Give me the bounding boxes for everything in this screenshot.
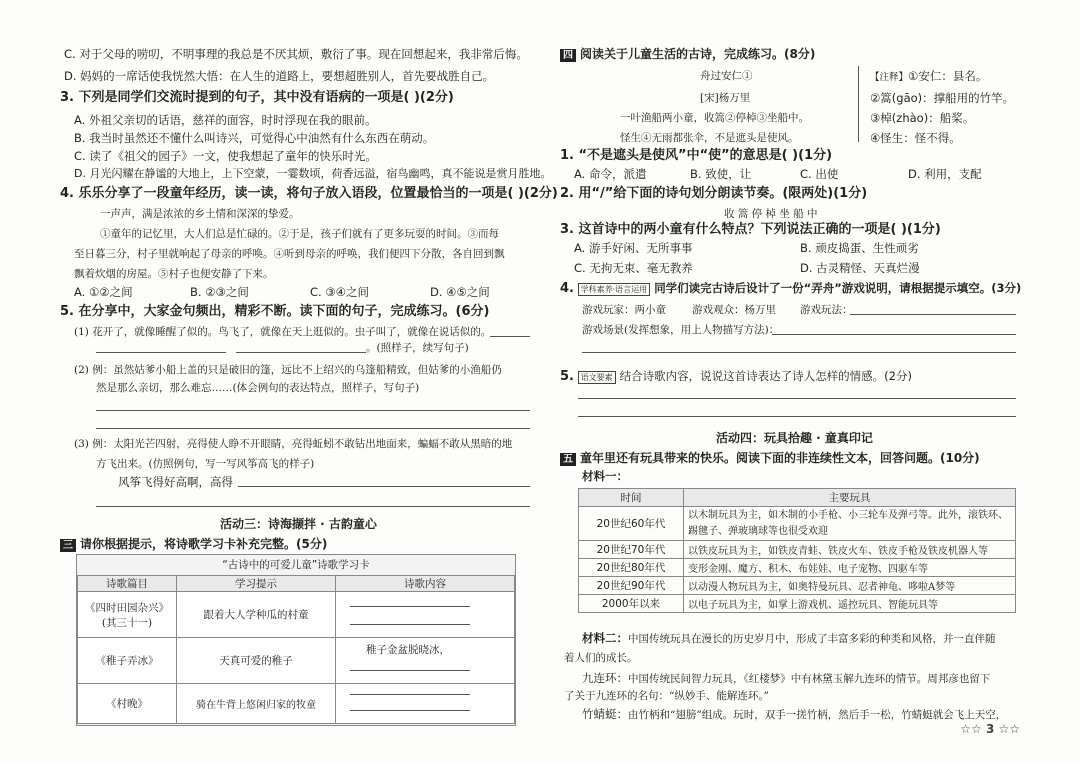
- card-content-cell[interactable]: [336, 684, 515, 724]
- q4-para-3: 飘着炊烟的房屋。⑤村子也便安静了下来。: [74, 268, 274, 280]
- r-q4-number: 4.: [560, 281, 574, 296]
- q5-stem: 5. 在分享中，大家金句频出，精彩不断。读下面的句子，完成练习。(6分): [60, 304, 490, 319]
- answer-line[interactable]: [490, 336, 530, 337]
- option-d-line: D. 妈妈的一席话使我恍然大悟：在人生的道路上，要想超胜别人，首先要战胜自己。: [64, 69, 495, 83]
- answer-line[interactable]: [578, 398, 1016, 399]
- answer-line[interactable]: [350, 710, 470, 711]
- card-title-cell: 《四时田园杂兴》(其三十一): [78, 592, 177, 638]
- table-row: [579, 541, 1016, 559]
- toy-time: 20世纪70年代: [579, 541, 684, 559]
- r-q5-text: 结合诗歌内容，说说这首诗表达了诗人怎样的情感。(2分): [619, 369, 912, 383]
- r-q4-row1c: 游戏玩法：: [800, 304, 853, 316]
- r-q1-option-c: C. 出使: [800, 167, 839, 181]
- q4-option-b: B. ②③之间: [190, 285, 249, 299]
- q3-option-d: D. 月光闪耀在静谧的大地上，上下空蒙，一霎数顷，荷香远溢，宿鸟幽鸣，真不能说是赏月胜地。: [74, 167, 552, 180]
- sec5-heading: [560, 450, 980, 466]
- answer-line[interactable]: [96, 506, 530, 507]
- answer-line[interactable]: [350, 670, 470, 671]
- r-q3-option-c: C. 无拘无束、毫无教养: [574, 261, 693, 275]
- q3-option-b: B. 我当时虽然还不懂什么叫诗兴，可觉得心中油然有什么东西在萌动。: [74, 131, 435, 145]
- r-q2-stem: 2. 用“/”给下面的诗句划分朗读节奏。(限两处)(1分): [560, 186, 868, 201]
- r-q4-row1b: 游戏观众：杨万里: [692, 304, 776, 316]
- jiulian-text2: 了关于九连环的名句：“纵妙手、能解连环。”: [564, 690, 769, 702]
- q4-option-d: D. ④⑤之间: [430, 285, 490, 299]
- answer-line[interactable]: [350, 606, 470, 607]
- note-item: ①安仁：县名。: [908, 69, 988, 83]
- q4-option-a: A. ①②之间: [74, 285, 133, 299]
- right-column: [560, 0, 1030, 762]
- zhuqing-label: 竹蜻蜓：: [582, 707, 628, 721]
- material2-label: 材料二：: [582, 631, 628, 645]
- sec4-heading: [560, 46, 815, 62]
- jiulian-text1: 中国传统民间智力玩具，《红楼梦》中有林黛玉解九连环的情节。周邦彦也留下: [628, 673, 991, 685]
- toy-time: 20世纪80年代: [579, 559, 684, 577]
- card-title-cell: 《村晚》: [78, 684, 177, 724]
- zhuqing: [582, 706, 1006, 723]
- card-title-cell: 《稚子弄冰》: [78, 638, 177, 684]
- card-caption: “古诗中的可爱儿童”诗歌学习卡: [222, 559, 370, 571]
- r-q3-stem: 3. 这首诗中的两小童有什么特点？下列说法正确的一项是( )(1分): [560, 222, 941, 237]
- table-row: [579, 595, 1016, 613]
- sec5-stem: 童年里还有玩具带来的快乐。阅读下面的非连续性文本，回答问题。(10分): [580, 451, 980, 465]
- toy-desc: 以木制玩具为主，如木制的小手枪、小三轮车及弹弓等。此外，滚铁环、踢毽子、弹玻璃球等也很受欢迎: [684, 507, 1016, 541]
- r-q4-stem: [560, 280, 1021, 297]
- material2-text1: 中国传统玩具在漫长的历史岁月中，形成了丰富多彩的种类和风格，并一直伴随: [628, 633, 996, 645]
- r-q4-tag: 学科素养·语言运用: [578, 283, 651, 296]
- card-header: 诗歌篇目: [78, 576, 177, 592]
- answer-line[interactable]: [238, 486, 530, 487]
- q4-para-1: ①童年的记忆里，大人们总是忙碌的。②于是，孩子们就有了更多玩耍的时间。③而每: [100, 228, 499, 240]
- left-column: [60, 0, 558, 762]
- q5-s1: (1) 花开了，就像睡醒了似的。鸟飞了，就像在天上逛似的。虫子叫了，就像在说话似的。: [74, 326, 492, 338]
- card-hint-cell: 骑在牛背上悠闲归家的牧童: [177, 684, 336, 724]
- card-header: 诗歌内容: [336, 576, 515, 592]
- material1-label: 材料一：: [582, 469, 628, 483]
- jiulian-label: 九连环：: [582, 671, 628, 685]
- toy-time: 20世纪60年代: [579, 507, 684, 541]
- card-content-text: 稚子金盆脱晓冰，: [366, 644, 450, 656]
- q3-option-c: C. 读了《祖父的园子》一文，使我想起了童年的快乐时光。: [74, 149, 377, 163]
- answer-line[interactable]: [850, 314, 1016, 315]
- poem-line-1: 一叶渔船两小童，收篙②停棹③坐船中。: [620, 112, 809, 124]
- note-item: ②篙(gāo)：撑船用的竹竿。: [870, 91, 1015, 105]
- r-q5-number: 5.: [560, 369, 574, 384]
- note-item: ④怪生：怪不得。: [870, 131, 961, 145]
- toy-time: 20世纪90年代: [579, 577, 684, 595]
- r-q3-option-d: D. 古灵精怪、天真烂漫: [800, 261, 920, 275]
- q4-stem: 4. 乐乐分享了一段童年经历，读一读，将句子放入语段，位置最恰当的一项是( )(2分): [60, 186, 558, 201]
- sec5-badge: 五: [560, 453, 576, 466]
- page-number: ☆☆ 3 ☆☆: [960, 722, 1020, 736]
- poem-line-2: 怪生④无雨都张伞，不是遮头是使风。: [620, 132, 799, 144]
- table-row: [78, 638, 515, 684]
- material2: [582, 630, 996, 647]
- card-content-cell[interactable]: [336, 638, 515, 684]
- option-c-line: C. 对于父母的唠叨，不明事理的我总是不厌其烦，敷衍了事。现在回想起来，我非常后悔。: [64, 47, 528, 61]
- toy-desc: 以动漫人物玩具为主，如奥特曼玩具、忍者神龟、哆啦A梦等: [684, 577, 1016, 595]
- q5-s2b: 然是那么亲切，那么难忘……(体会例句的表达特点，照样子，写句子): [96, 382, 420, 394]
- q5-s2: (2) 例：虽然姑爹小船上盖的只是破旧的篷，远比不上绍兴的乌篷船精致，但姑爹的小渔船仍: [74, 364, 502, 376]
- toy-desc: 变形金刚、魔方、积木、布娃娃、电子宠物、四驱车等: [684, 559, 1016, 577]
- answer-line[interactable]: [96, 428, 530, 429]
- table-row: [78, 684, 515, 724]
- toy-desc: 以电子玩具为主，如掌上游戏机、遥控玩具、智能玩具等: [684, 595, 1016, 613]
- sec3-badge: 三: [60, 539, 76, 552]
- toy-header: 时间: [579, 489, 684, 507]
- r-q4-row1a: 游戏玩家：两小童: [582, 304, 666, 316]
- card-table: [77, 575, 515, 724]
- notes: [870, 68, 987, 86]
- q5-s3c: 风筝飞得好高啊，高得: [118, 475, 233, 489]
- zhuqing-text: 由竹柄和“翅膀”组成。玩时，双手一搓竹柄，然后手一松，竹蜻蜓就会飞上天空，: [628, 709, 1007, 721]
- notes-divider: [858, 66, 861, 142]
- card-header: 学习提示: [177, 576, 336, 592]
- q5-s3: (3) 例：太阳光芒四射，亮得使人睁不开眼睛，亮得蚯蚓不敢钻出地面来，蝙蝠不敢从黑暗的地: [74, 438, 513, 450]
- answer-line[interactable]: [96, 410, 530, 411]
- r-q1-option-b: B. 致使，让: [690, 167, 752, 181]
- r-q3-option-b: B. 顽皮捣蛋、生性顽劣: [800, 241, 919, 255]
- table-row: [78, 592, 515, 638]
- answer-line[interactable]: [350, 624, 470, 625]
- r-q1-option-a: A. 命令，派遣: [574, 167, 647, 181]
- answer-line[interactable]: [578, 416, 1016, 417]
- answer-line[interactable]: [96, 352, 226, 353]
- q4-sentence: 一声声，满是浓浓的乡土情和深深的挚爱。: [100, 208, 300, 220]
- sec4-badge: 四: [560, 49, 576, 62]
- r-q5-tag: 语文要素: [578, 371, 616, 384]
- q3-option-a: A. 外祖父亲切的话语，慈祥的面容，时时浮现在我的眼前。: [74, 113, 377, 127]
- q4-para-2: 至日暮三分，村子里就响起了母亲的呼唤。④听到母亲的呼唤，我们便四下分散，各自回到飘: [74, 248, 505, 260]
- jiulian: [582, 670, 990, 687]
- r-q3-option-a: A. 游手好闲、无所事事: [574, 241, 693, 255]
- answer-line[interactable]: [772, 334, 1016, 335]
- toy-table: [578, 488, 1016, 613]
- toy-header: 主要玩具: [684, 489, 1016, 507]
- answer-line[interactable]: [236, 352, 366, 353]
- activity3-title: 活动三：诗海撷拌 · 古韵童心: [220, 517, 377, 531]
- table-row: [579, 577, 1016, 595]
- card-hint-cell: 天真可爱的稚子: [177, 638, 336, 684]
- r-q1-option-d: D. 利用，支配: [908, 167, 982, 181]
- q5-s1-hint: 。(照样子，续写句子): [366, 342, 469, 354]
- sec3-stem: 请你根据提示，将诗歌学习卡补充完整。(5分): [80, 537, 328, 551]
- r-q4-text: 同学们读完古诗后设计了一份“弄舟”游戏说明，请根据提示填空。(3分): [654, 281, 1022, 295]
- poem-title: 舟过安仁①: [700, 70, 753, 82]
- card-content-cell[interactable]: [336, 592, 515, 638]
- notes-label: 【注释】: [870, 72, 909, 83]
- sec3-heading: [60, 536, 327, 552]
- toy-desc: 以铁皮玩具为主，如铁皮青蛙、铁皮火车、铁皮手枪及铁皮机器人等: [684, 541, 1016, 559]
- r-q4-row2: 游戏场景(发挥想象，用上人物描写方法)：: [582, 324, 780, 336]
- table-row: [579, 559, 1016, 577]
- study-card: [76, 554, 516, 726]
- poem-author: [宋]杨万里: [700, 92, 751, 104]
- r-q1-stem: 1. “不是遮头是使风”中“使”的意思是( )(1分): [560, 148, 833, 163]
- toy-time: 2000年以来: [579, 595, 684, 613]
- r-q5-stem: [560, 368, 912, 385]
- q4-option-c: C. ③④之间: [310, 285, 369, 299]
- r-q2-line: 收 篙 停 棹 坐 船 中: [724, 208, 818, 220]
- note-item: ③棹(zhào)：船桨。: [870, 111, 975, 125]
- sec4-stem: 阅读关于儿童生活的古诗，完成练习。(8分): [580, 47, 816, 61]
- table-row: [579, 507, 1016, 541]
- card-hint-cell: 跟着大人学种瓜的村童: [177, 592, 336, 638]
- answer-line[interactable]: [582, 352, 1016, 353]
- answer-line[interactable]: [350, 694, 470, 695]
- activity4-title: 活动四：玩具拾趣 · 童真印记: [716, 431, 873, 445]
- material2-text2: 着人们的成长。: [564, 652, 638, 664]
- q3-stem: 3. 下列是同学们交流时提到的句子，其中没有语病的一项是( )(2分): [60, 90, 454, 105]
- q5-s3b: 方飞出来。(仿照例句，写一写风筝高飞的样子): [96, 458, 315, 470]
